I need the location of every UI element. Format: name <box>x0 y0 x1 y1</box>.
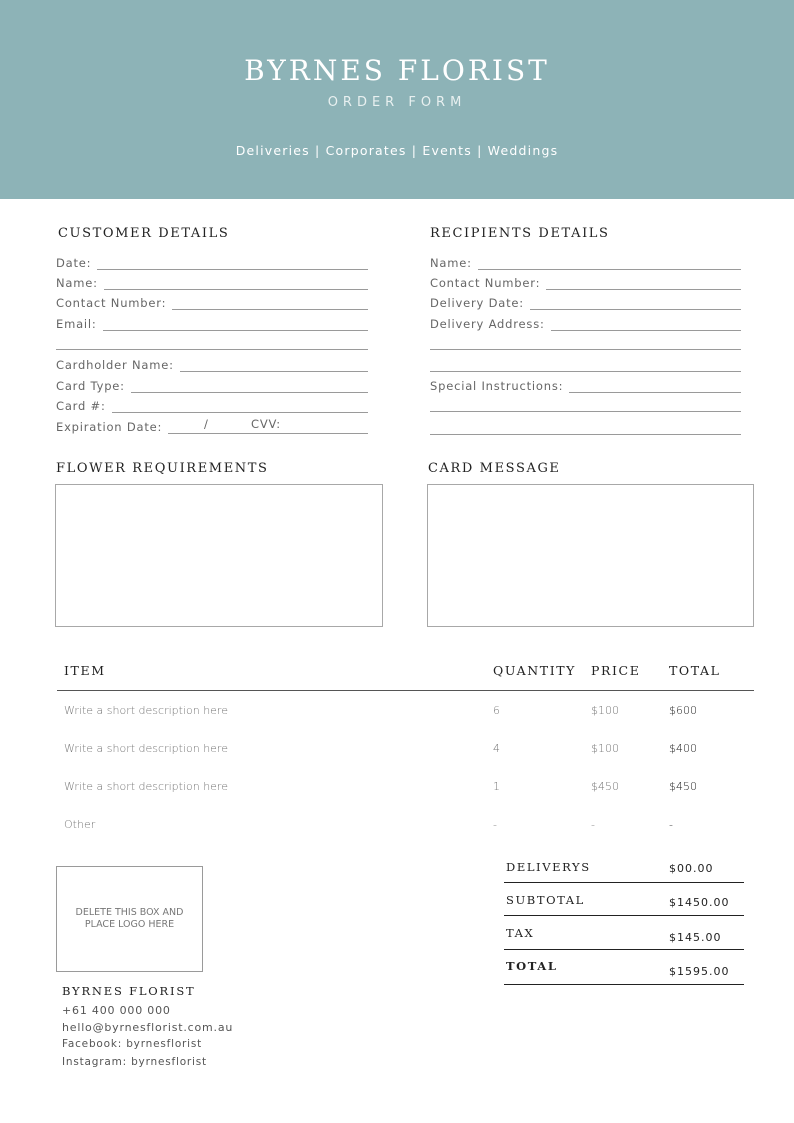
customer-details-title: CUSTOMER DETAILS <box>58 226 230 241</box>
card-number-input-line[interactable] <box>112 401 368 413</box>
delivery-address-input-line[interactable] <box>551 319 741 331</box>
card-message-box[interactable] <box>427 484 754 627</box>
special-instructions-label: Special Instructions: <box>430 379 564 393</box>
customer-name-label: Name: <box>56 276 98 290</box>
card-number-field[interactable] <box>56 395 368 413</box>
date-input-line[interactable] <box>97 258 368 270</box>
table-header-quantity: QUANTITY <box>493 663 577 678</box>
flower-requirements-title: FLOWER REQUIREMENTS <box>56 461 269 476</box>
row-price: $100 <box>591 742 619 755</box>
expiration-separator: / <box>204 417 209 431</box>
summary-divider <box>504 882 744 883</box>
contact-facebook[interactable]: Facebook: byrnesflorist <box>62 1038 203 1050</box>
special-instructions-input-line[interactable] <box>569 381 741 393</box>
contact-email[interactable]: hello@byrnesflorist.com.au <box>62 1021 234 1034</box>
delivery-address-field[interactable] <box>430 313 741 331</box>
cardholder-name-field[interactable] <box>56 354 368 372</box>
row-total: $400 <box>669 742 697 755</box>
card-type-label: Card Type: <box>56 379 125 393</box>
delivery-address-line-2[interactable] <box>430 349 741 350</box>
special-instructions-line-3[interactable] <box>430 434 741 435</box>
recipient-name-input-line[interactable] <box>478 258 741 270</box>
summary-divider <box>504 949 744 950</box>
customer-email-label: Email: <box>56 317 97 331</box>
recipient-name-label: Name: <box>430 256 472 270</box>
customer-contact-field[interactable] <box>56 292 368 310</box>
flower-requirements-box[interactable] <box>55 484 383 627</box>
brand-title: BYRNES FLORIST <box>244 54 550 87</box>
row-price: $450 <box>591 780 619 793</box>
delivery-date-input-line[interactable] <box>530 298 741 310</box>
row-total: - <box>669 818 673 831</box>
form-subtitle: ORDER FORM <box>327 95 467 110</box>
row-item: Other <box>64 818 96 831</box>
summary-delivery-label: DELIVERYS <box>506 860 591 874</box>
card-type-field[interactable] <box>56 375 368 393</box>
recipient-contact-label: Contact Number: <box>430 276 541 290</box>
cardholder-name-input-line[interactable] <box>180 360 368 372</box>
customer-extra-line[interactable] <box>56 349 368 350</box>
row-total: $450 <box>669 780 697 793</box>
row-total: $600 <box>669 704 697 717</box>
row-item: Write a short description here <box>64 742 228 755</box>
header-banner <box>0 0 794 199</box>
card-number-label: Card #: <box>56 399 106 413</box>
recipient-name-field[interactable] <box>430 252 741 270</box>
expiration-field[interactable] <box>56 416 368 434</box>
row-price: $100 <box>591 704 619 717</box>
contact-business-name: BYRNES FLORIST <box>62 984 196 998</box>
logo-placeholder-text: DELETE THIS BOX AND PLACE LOGO HERE <box>75 906 184 930</box>
customer-name-field[interactable] <box>56 272 368 290</box>
summary-subtotal-label: SUBTOTAL <box>506 893 585 907</box>
row-price: - <box>591 818 595 831</box>
summary-tax-value: $145.00 <box>669 931 722 944</box>
row-quantity: 1 <box>493 780 500 793</box>
table-header-divider <box>57 690 754 691</box>
contact-phone: +61 400 000 000 <box>62 1004 171 1017</box>
delivery-date-label: Delivery Date: <box>430 296 524 310</box>
summary-total-value: $1595.00 <box>669 965 730 978</box>
row-quantity: - <box>493 818 497 831</box>
customer-contact-label: Contact Number: <box>56 296 167 310</box>
customer-email-input-line[interactable] <box>103 319 368 331</box>
summary-tax-label: TAX <box>506 926 535 940</box>
row-quantity: 6 <box>493 704 500 717</box>
services-line: Deliveries | Corporates | Events | Weddings <box>235 143 559 158</box>
special-instructions-field[interactable] <box>430 375 741 393</box>
summary-subtotal-value: $1450.00 <box>669 896 730 909</box>
customer-name-input-line[interactable] <box>104 278 368 290</box>
cvv-label: CVV: <box>251 417 281 431</box>
delivery-address-line-3[interactable] <box>430 371 741 372</box>
recipient-contact-field[interactable] <box>430 272 741 290</box>
row-item: Write a short description here <box>64 780 228 793</box>
row-quantity: 4 <box>493 742 500 755</box>
table-header-total: TOTAL <box>669 663 721 678</box>
logo-placeholder-box[interactable] <box>56 866 203 972</box>
row-item: Write a short description here <box>64 704 228 717</box>
card-type-input-line[interactable] <box>131 381 368 393</box>
delivery-date-field[interactable] <box>430 292 741 310</box>
date-label: Date: <box>56 256 92 270</box>
card-message-title: CARD MESSAGE <box>428 461 561 476</box>
table-header-price: PRICE <box>591 663 641 678</box>
summary-divider <box>504 915 744 916</box>
summary-divider <box>504 984 744 985</box>
customer-contact-input-line[interactable] <box>172 298 368 310</box>
summary-delivery-value: $00.00 <box>669 862 714 875</box>
recipient-contact-input-line[interactable] <box>546 278 741 290</box>
expiration-label: Expiration Date: <box>56 420 163 434</box>
special-instructions-line-2[interactable] <box>430 411 741 412</box>
contact-instagram[interactable]: Instagram: byrnesflorist <box>62 1056 207 1068</box>
table-header-item: ITEM <box>64 663 106 678</box>
recipient-details-title: RECIPIENTS DETAILS <box>430 226 610 241</box>
summary-total-label: TOTAL <box>506 959 558 973</box>
customer-email-field[interactable] <box>56 313 368 331</box>
date-field[interactable] <box>56 252 368 270</box>
delivery-address-label: Delivery Address: <box>430 317 545 331</box>
cardholder-name-label: Cardholder Name: <box>56 358 174 372</box>
